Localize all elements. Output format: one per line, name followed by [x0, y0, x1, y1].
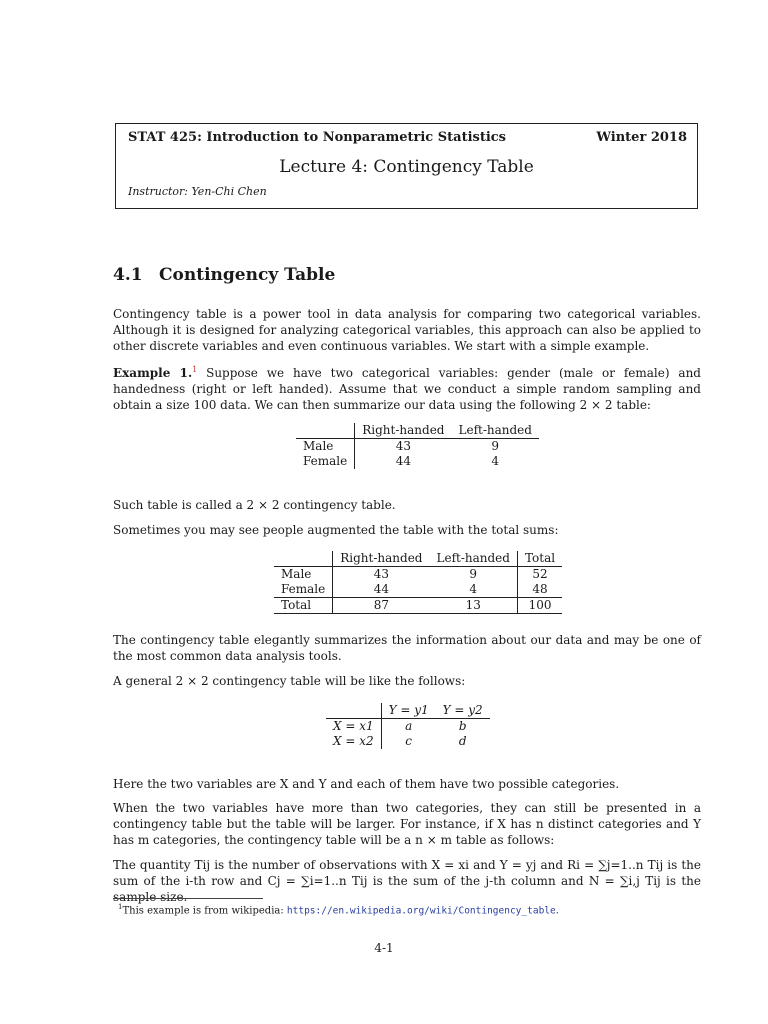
table-cell: c [381, 734, 436, 749]
footnote-link[interactable]: https://en.wikipedia.org/wiki/Contingency_table [286, 905, 556, 917]
column-header: Left-handed [430, 551, 518, 567]
table-cell: 48 [517, 582, 562, 598]
footnote-text: This example is from wikipedia: [122, 905, 287, 917]
intro-paragraph: Contingency table is a power tool in data analysis for comparing two categorical variables. Although it is designed for analyzing categorical variables, this approach can also be applied to other discrete variables and even continuous variables. We start with a simple example. [113, 307, 701, 353]
row-label: Male [303, 439, 334, 453]
handedness-table [296, 423, 539, 469]
column-header: Right-handed [355, 423, 452, 439]
table-cell: 4 [491, 454, 500, 468]
table-cell: 43 [355, 439, 452, 455]
augmented-paragraph: Sometimes you may see people augmented the table with the total sums: [113, 523, 559, 537]
table-cell: 4 [469, 582, 478, 596]
example-paragraph [113, 362, 701, 413]
table-cell: 43 [333, 567, 430, 583]
table-cell: 13 [430, 598, 518, 614]
handedness-total-table [274, 551, 562, 614]
row-label: Total [274, 598, 333, 614]
column-header: Left-handed [452, 423, 539, 439]
table-cell: 87 [333, 598, 430, 614]
table-corner [326, 703, 381, 719]
table-cell: 52 [517, 567, 562, 583]
such-table-paragraph: Such table is called a 2 × 2 contingency table. [113, 498, 396, 512]
footnote-rule [113, 898, 263, 899]
footnote-end: . [555, 905, 559, 917]
table-corner [274, 551, 333, 567]
row-label: X = x2 [333, 734, 374, 748]
footnote-ref[interactable]: 1 [192, 365, 198, 374]
term-label: Winter 2018 [596, 130, 687, 145]
table-cell: a [381, 719, 436, 735]
row-label: Male [281, 567, 312, 581]
section-number: 4.1 [113, 265, 143, 285]
lecture-header-box [115, 123, 698, 209]
table-cell: d [458, 734, 467, 748]
table-cell: b [458, 719, 467, 733]
row-label: Female [303, 454, 348, 468]
section-title-text: Contingency Table [159, 265, 336, 285]
example-label: Example 1. [113, 366, 193, 380]
row-label: Female [281, 582, 326, 596]
table-cell: 100 [517, 598, 562, 614]
page-number: 4-1 [374, 941, 394, 955]
table-cell: 9 [491, 439, 500, 453]
course-title: STAT 425: Introduction to Nonparametric Statistics [128, 130, 507, 145]
column-header: Y = y1 [381, 703, 436, 719]
column-header: Total [517, 551, 562, 567]
table-cell: 9 [469, 567, 478, 581]
column-header: Right-handed [333, 551, 430, 567]
quantity-paragraph: The quantity Tij is the number of observations with X = xi and Y = yj and Ri = ∑j=1..n Tij is the sum of the i-th row and Cj = ∑i=1..n Tij is the sum of the j-th column and N = ∑i,j Tij is the sample size. [113, 858, 701, 904]
table-cell: 44 [355, 454, 452, 469]
table-cell: 44 [333, 582, 430, 598]
table-corner [296, 423, 355, 439]
column-header: Y = y2 [436, 703, 490, 719]
more-categories-paragraph: When the two variables have more than two categories, they can still be presented in a contingency table but the table will be larger. For instance, if X has n distinct categories and Y has m categories, the contingency table will be a n × m table as follows: [113, 801, 701, 847]
footnote-number: 1 [118, 903, 123, 911]
two-vars-paragraph: Here the two variables are X and Y and each of them have two possible categories. [113, 777, 620, 791]
footnote [118, 903, 559, 916]
instructor-line: Instructor: Yen-Chi Chen [128, 185, 267, 198]
elegant-paragraph: The contingency table elegantly summarizes the information about our data and may be one of the most common data analysis tools. [113, 633, 701, 663]
lecture-title: Lecture 4: Contingency Table [279, 157, 534, 177]
section-heading [113, 265, 335, 285]
general-contingency-table [326, 703, 490, 749]
row-label: X = x1 [333, 719, 374, 733]
general-paragraph: A general 2 × 2 contingency table will be like the follows: [113, 674, 466, 688]
example-text: Suppose we have two categorical variables: gender (male or female) and handedness (right or left handed). Assume that we conduct a simple random sampling and obtain a size 100 data. We can then summarize our data using the following 2 × 2 table: [113, 366, 701, 412]
